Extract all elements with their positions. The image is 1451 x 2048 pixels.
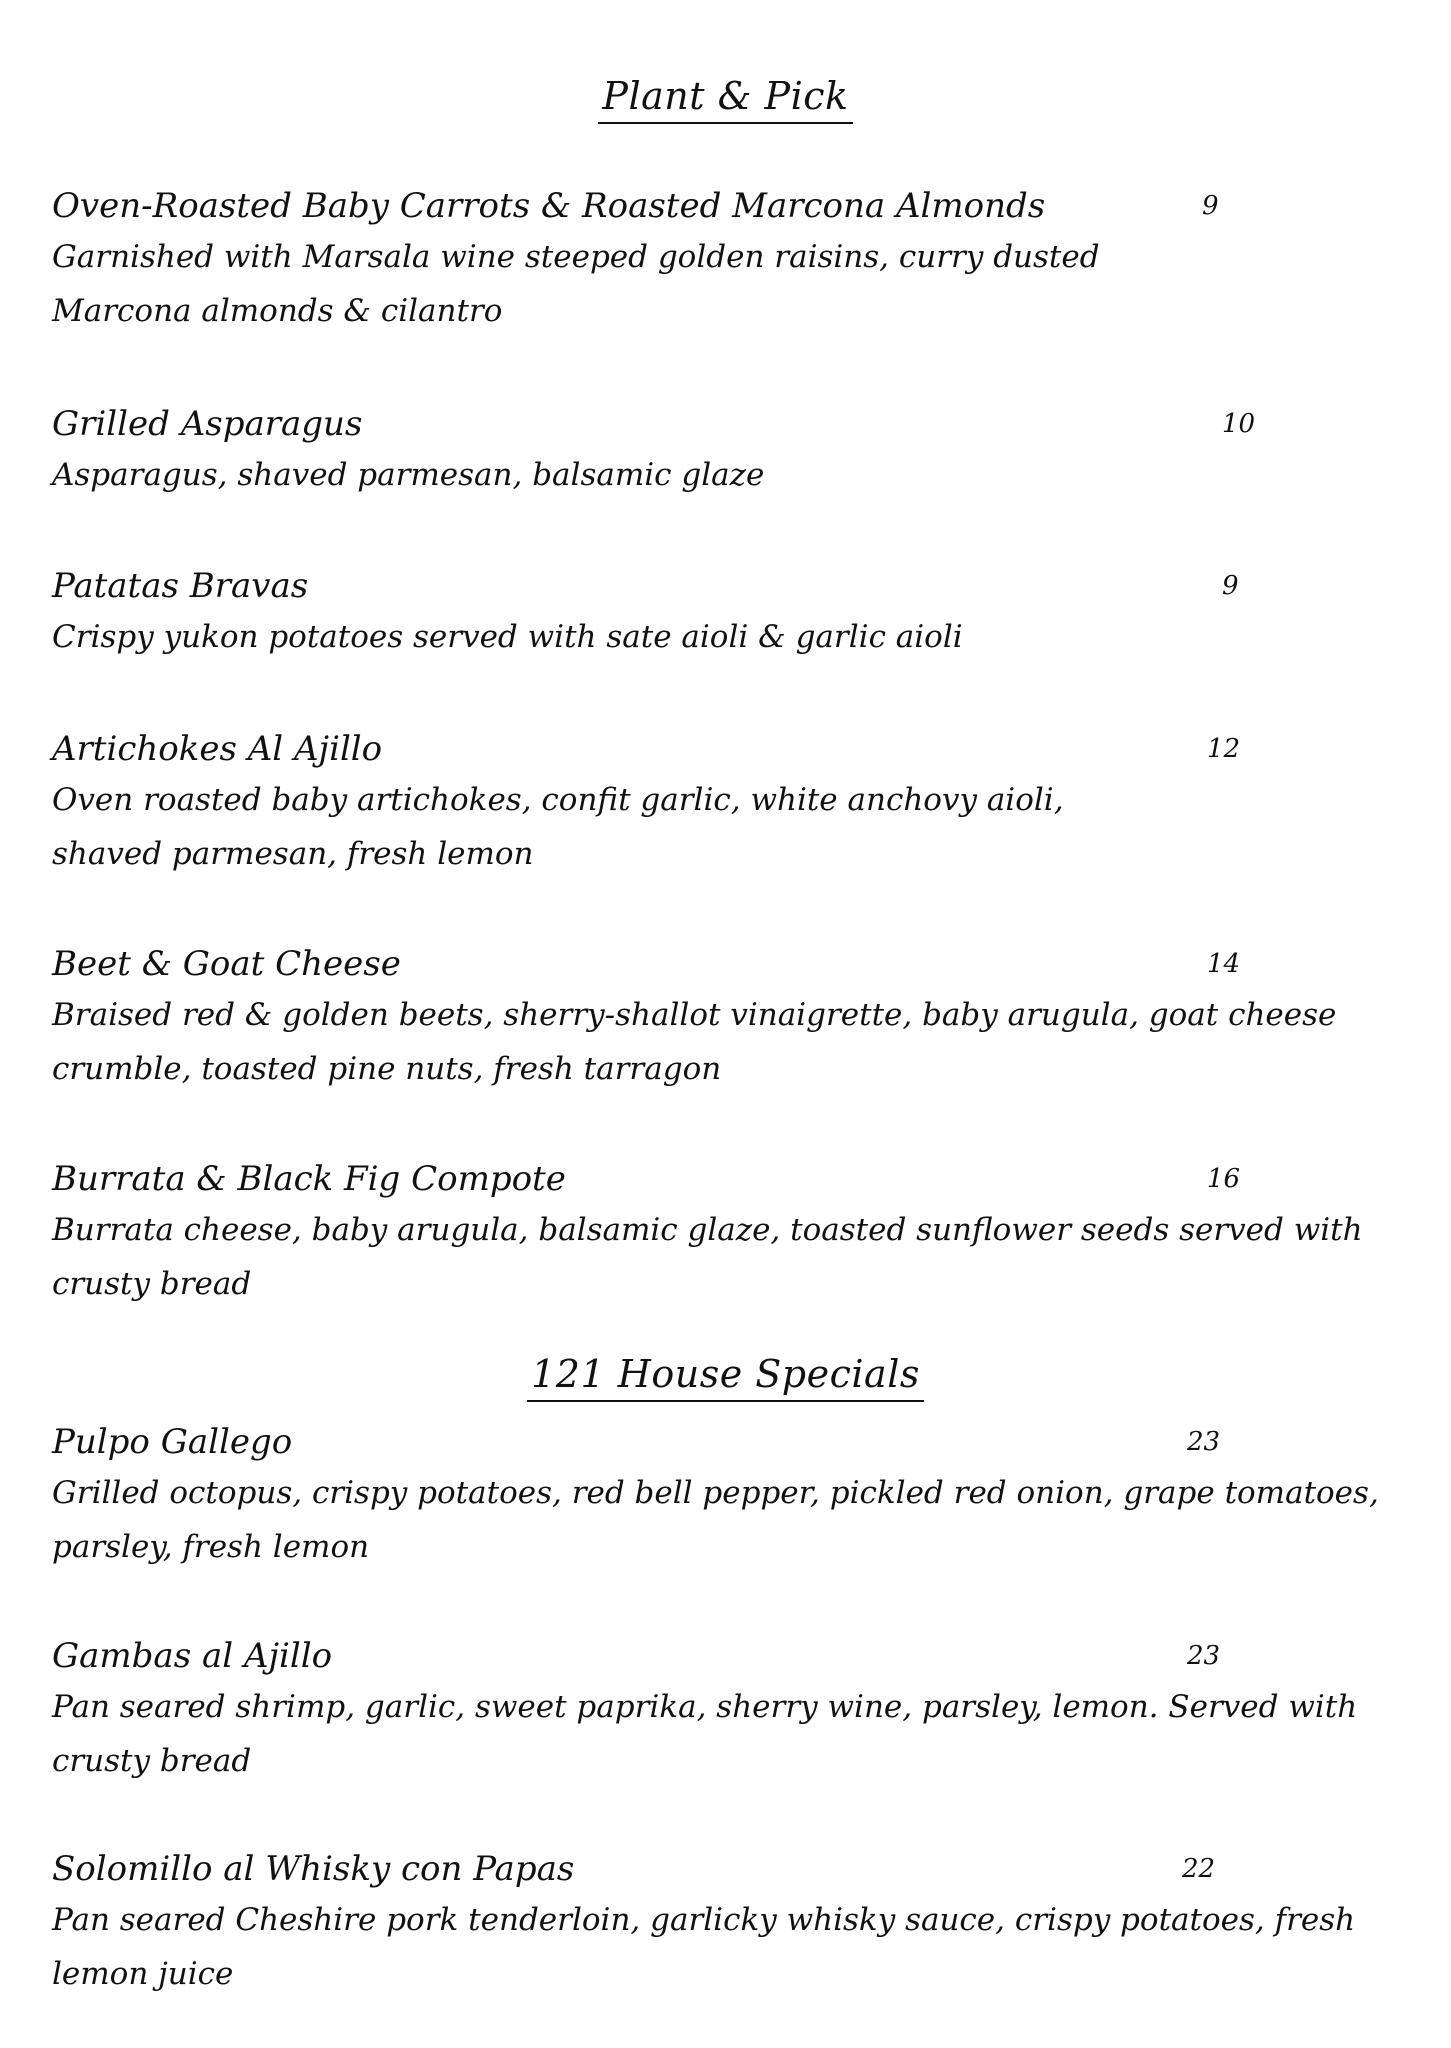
item-name: Solomillo al Whisky con Papas — [52, 1849, 575, 1889]
item-name: Patatas Bravas — [52, 566, 309, 606]
item-price: 14 — [1207, 949, 1241, 979]
item-price: 22 — [1182, 1854, 1216, 1884]
item-description: Crispy yukon potatoes served with sate aioli & garlic aioli — [52, 619, 963, 655]
item-name: Gambas al Ajillo — [52, 1636, 333, 1676]
item-price: 23 — [1187, 1427, 1221, 1457]
item-description: Pan seared Cheshire pork tenderloin, garlicky whisky sauce, crispy potatoes, fresh lemon juice — [52, 1902, 1356, 1992]
menu-item-pulpo-gallego — [52, 1418, 1412, 1574]
item-name: Pulpo Gallego — [52, 1422, 293, 1462]
item-name: Grilled Asparagus — [52, 404, 363, 444]
item-price: 9 — [1202, 191, 1219, 221]
section-title-text: Plant & Pick — [598, 72, 852, 124]
item-name: Burrata & Black Fig Compote — [52, 1159, 566, 1199]
menu-item-patatas-bravas — [52, 562, 1412, 664]
item-description: Asparagus, shaved parmesan, balsamic glaze — [52, 457, 765, 493]
item-name: Oven-Roasted Baby Carrots & Roasted Marcona Almonds — [52, 186, 1046, 226]
menu-item-artichokes-al-ajillo — [52, 725, 1412, 881]
section-title-plant-and-pick — [0, 72, 1451, 124]
section-title-house-specials — [0, 1350, 1451, 1402]
item-price: 16 — [1207, 1164, 1241, 1194]
item-description: Burrata cheese, baby arugula, balsamic glaze, toasted sunflower seeds served with crusty bread — [52, 1212, 1363, 1302]
item-price: 9 — [1222, 571, 1239, 601]
item-price: 10 — [1222, 409, 1256, 439]
item-description: Oven roasted baby artichokes, confit garlic, white anchovy aioli, shaved parmesan, fresh lemon — [52, 782, 1064, 872]
menu-item-solomillo-al-whisky — [52, 1845, 1412, 2001]
menu-item-burrata-black-fig — [52, 1155, 1412, 1311]
item-description: Pan seared shrimp, garlic, sweet paprika, sherry wine, parsley, lemon. Served with crusty bread — [52, 1689, 1358, 1779]
menu-item-baby-carrots — [52, 182, 1412, 338]
item-description: Braised red & golden beets, sherry-shallot vinaigrette, baby arugula, goat cheese crumble, toasted pine nuts, fresh tarragon — [52, 997, 1337, 1087]
item-price: 23 — [1187, 1641, 1221, 1671]
item-description: Grilled octopus, crispy potatoes, red bell pepper, pickled red onion, grape tomatoes, parsley, fresh lemon — [52, 1475, 1379, 1565]
menu-item-gambas-al-ajillo — [52, 1632, 1412, 1788]
menu-item-grilled-asparagus — [52, 400, 1412, 502]
item-name: Artichokes Al Ajillo — [52, 729, 383, 769]
item-description: Garnished with Marsala wine steeped golden raisins, curry dusted Marcona almonds & cilantro — [52, 239, 1100, 329]
section-title-text: 121 House Specials — [527, 1350, 924, 1402]
item-price: 12 — [1207, 734, 1241, 764]
item-name: Beet & Goat Cheese — [52, 944, 401, 984]
menu-item-beet-goat-cheese — [52, 940, 1412, 1096]
